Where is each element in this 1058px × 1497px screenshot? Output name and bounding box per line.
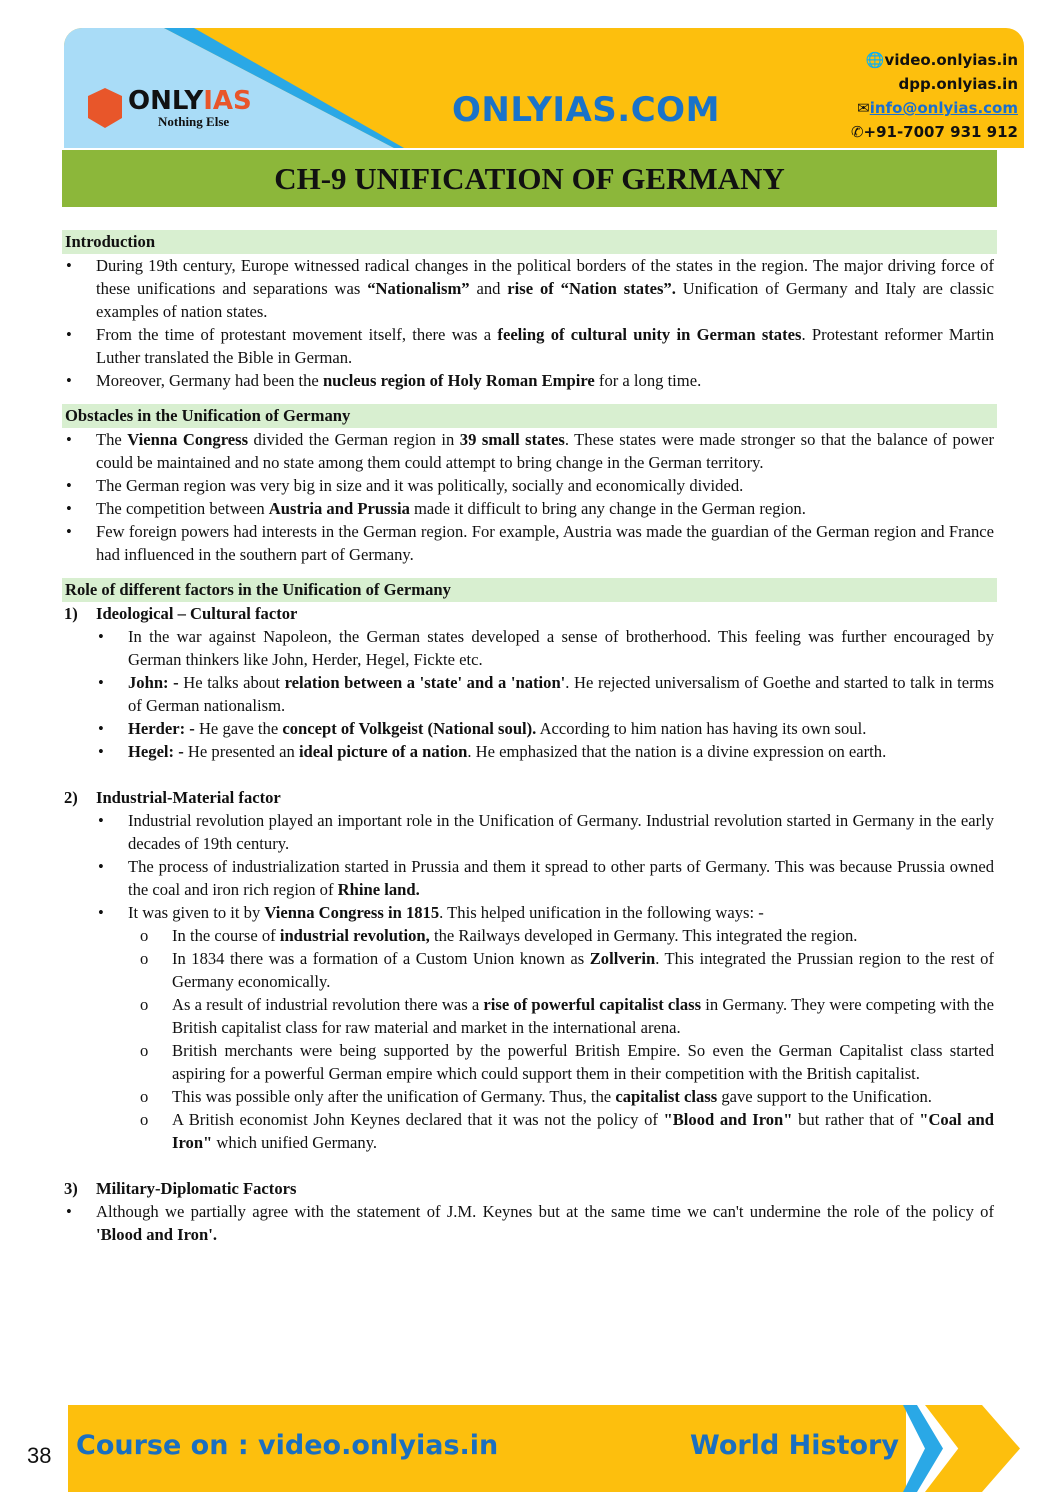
bold-text: rise of “Nation states”. [507,279,676,298]
bold-text: Vienna Congress [127,430,249,449]
logo-main: ONLY [128,86,204,116]
bold-text: "Coal and Iron" [172,1110,995,1152]
text-run: In the war against Napoleon, the German states developed a sense of brotherhood. This feeling was further encouraged by German thinkers like John, Herder, Hegel, Fickte etc. [128,627,994,669]
bold-text: Ideological – Cultural factor [96,604,298,623]
logo-accent: IAS [203,86,252,116]
circle-bullet-icon: o [140,926,149,945]
list-item [62,323,997,369]
circle-bullet-icon: o [140,1110,149,1129]
list-item [62,947,997,993]
list-item [62,474,997,497]
contact-dpp[interactable]: dpp.onlyias.in [898,75,1018,93]
text-run: The [96,430,128,449]
text-run: . These states were made stronger so that the balance of power could be maintained and no state among them could attempt to bring change in the German territory. [96,430,994,472]
bullet-icon: • [66,325,72,344]
text-run: . This helped unification in the following ways: - [439,903,764,922]
text-run: British merchants were being supported by the powerful British Empire. So even the German Capitalist class started aspiring for a powerful German empire which could support them in their competition with the British capitalist. [172,1041,994,1083]
bold-text: Zollverin [589,949,656,968]
header-banner [64,28,1024,148]
text-run: and [469,279,508,298]
list-item [62,428,997,474]
bold-text: 39 small states [459,430,565,449]
text-run: Few foreign powers had interests in the German region. For example, Austria was made the guardian of the German region and France had influenced in the southern part of Germany. [96,522,994,564]
text-run: . He rejected universalism of Goethe and started to talk in terms of German nationalism. [128,673,994,715]
bold-text: Vienna Congress in 1815 [264,903,440,922]
text-run: Moreover, Germany had been the [96,371,323,390]
bold-text: 'Blood and Iron'. [96,1225,217,1244]
numbered-subheading [62,1177,997,1200]
spacer [62,763,997,786]
footer-course-link[interactable]: Course on : video.onlyias.in [76,1430,499,1461]
list-item [62,717,997,740]
bold-text: Austria and Prussia [268,499,410,518]
page-number: 38 [27,1443,52,1468]
list-number: 2) [64,788,78,807]
bullet-icon: • [98,903,104,922]
text-run: He presented an [183,742,299,761]
text-run: gave support to the Unification. [717,1087,932,1106]
bold-text: nucleus region of Holy Roman Empire [322,371,595,390]
bullet-icon: • [66,476,72,495]
text-run: in Germany. They were competing with the British capitalist class for raw material and market in the international arena. [172,995,994,1037]
bullet-icon: • [66,522,72,541]
list-number: 1) [64,604,78,623]
list-item [62,809,997,855]
bullet-icon: • [66,430,72,449]
bold-text: “Nationalism” [367,279,470,298]
text-run: Although we partially agree with the statement of J.M. Keynes but at the same time we can't undermine the role of the policy of [96,1202,994,1221]
document-body [62,230,997,1246]
bullet-icon: • [98,811,104,830]
bullet-icon: • [66,499,72,518]
bold-text: Military-Diplomatic Factors [96,1179,297,1198]
list-item [62,1039,997,1085]
list-item [62,671,997,717]
list-item [62,254,997,323]
text-run: This was possible only after the unification of Germany. Thus, the [172,1087,616,1106]
bold-text: "Blood and Iron" [663,1110,793,1129]
text-run: In the course of [172,926,280,945]
text-run: The German region was very big in size and it was politically, socially and economically divided. [96,476,744,495]
circle-bullet-icon: o [140,949,149,968]
text-run: He talks about [178,673,285,692]
list-item [62,855,997,901]
site-name: ONLYIAS.COM [452,90,720,130]
section-heading: Obstacles in the Unification of Germany [62,404,997,428]
bold-text: concept of Volkgeist (National soul). [282,719,537,738]
bold-text: John: - [128,673,179,692]
text-run: The process of industrialization started in Prussia and them it spread to other parts of Germany. This was because Prussia owned the coal and iron rich region of [128,857,994,899]
text-run: A British economist John Keynes declared that it was not the policy of [172,1110,664,1129]
bullet-icon: • [98,719,104,738]
text-run: In 1834 there was a formation of a Custom Union known as [172,949,590,968]
list-item [62,1108,997,1154]
numbered-subheading [62,786,997,809]
text-run: According to him nation has having its own soul. [536,719,867,738]
text-run: . He emphasized that the nation is a divine expression on earth. [467,742,887,761]
list-item [62,1085,997,1108]
bold-text: industrial revolution, [279,926,430,945]
circle-bullet-icon: o [140,995,149,1014]
text-run: for a long time. [594,371,702,390]
text-run: which unified Germany. [212,1133,378,1152]
contact-email-link[interactable]: info@onlyias.com [869,99,1018,117]
list-item [62,1200,997,1246]
bold-text: feeling of cultural unity in German states [497,325,802,344]
contact-video[interactable]: video.onlyias.in [884,51,1018,69]
section-heading: Role of different factors in the Unification of Germany [62,578,997,602]
text-run: It was given to it by [128,903,265,922]
logo-shield-icon [88,88,122,128]
email-icon: ✉ [857,99,870,117]
list-item [62,369,997,392]
bullet-icon: • [66,371,72,390]
bullet-icon: • [98,673,104,692]
bullet-icon: • [98,627,104,646]
numbered-subheading [62,602,997,625]
bold-text: rise of powerful capitalist class [483,995,702,1014]
text-run: Industrial revolution played an important role in the Unification of Germany. Industrial revolution started in Germany in the early decades of 19th century. [128,811,994,853]
circle-bullet-icon: o [140,1087,149,1106]
circle-bullet-icon: o [140,1041,149,1060]
text-run: During 19th century, Europe witnessed radical changes in the political borders of the states in the region. The major driving force of these unifications and separations was [96,256,994,298]
text-run: made it difficult to bring any change in the German region. [409,499,806,518]
text-run: He gave the [194,719,283,738]
list-item [62,740,997,763]
list-item [62,901,997,924]
bold-text: capitalist class [615,1087,718,1106]
bold-text: Rhine land. [337,880,420,899]
section-heading: Introduction [62,230,997,254]
onlyias-logo [88,88,252,130]
contact-info [851,48,1018,144]
text-run: . This integrated the Prussian region to the rest of Germany economically. [172,949,994,991]
bullet-icon: • [98,742,104,761]
bullet-icon: • [66,1202,72,1221]
text-run: Unification of Germany and Italy are classic examples of nation states. [96,279,994,321]
footer-subject: World History [690,1430,899,1461]
text-run: the Railways developed in Germany. This integrated the region. [429,926,858,945]
bold-text: Hegel: - [128,742,184,761]
text-run: From the time of protestant movement itself, there was a [96,325,498,344]
text-run: but rather that of [792,1110,920,1129]
logo-tagline: Nothing Else [158,114,230,129]
list-item [62,497,997,520]
contact-phone: +91-7007 931 912 [863,123,1018,141]
bold-text: ideal picture of a nation [298,742,468,761]
spacer [62,1154,997,1177]
text-run: As a result of industrial revolution there was a [172,995,484,1014]
chapter-title: CH-9 UNIFICATION OF GERMANY [62,150,997,207]
list-item [62,625,997,671]
text-run: divided the German region in [248,430,460,449]
list-number: 3) [64,1179,78,1198]
bullet-icon: • [98,857,104,876]
bold-text: Herder: - [128,719,195,738]
list-item [62,993,997,1039]
bold-text: relation between a 'state' and a 'nation' [284,673,566,692]
text-run: The competition between [96,499,269,518]
list-item [62,924,997,947]
bullet-icon: • [66,256,72,275]
phone-icon: ✆ [850,123,864,141]
bold-text: Industrial-Material factor [96,788,281,807]
list-item [62,520,997,566]
text-run: . Protestant reformer Martin Luther translated the Bible in German. [96,325,994,367]
globe-icon: 🌐 [865,51,885,69]
